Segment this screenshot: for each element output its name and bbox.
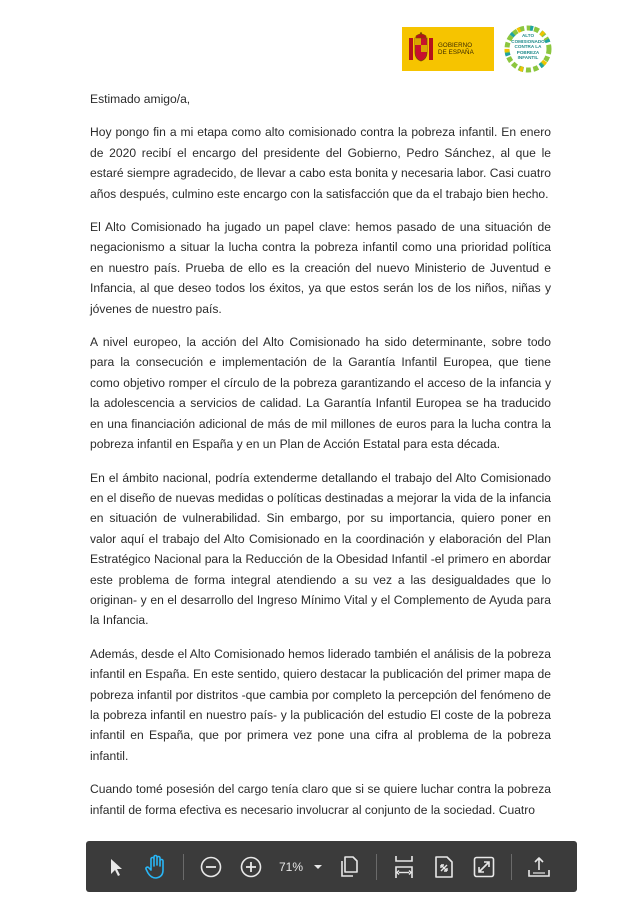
gobierno-logo-line1: GOBIERNO (438, 41, 473, 49)
pan-tool-button[interactable] (138, 849, 174, 885)
chevron-down-icon (313, 864, 323, 870)
fit-page-icon (434, 856, 454, 878)
fit-width-button[interactable] (386, 849, 422, 885)
select-pointer-icon (107, 857, 125, 877)
zoom-level-select[interactable] (273, 851, 327, 883)
toolbar-separator (376, 854, 377, 880)
letter-paragraph: Hoy pongo fin a mi etapa como alto comisionado contra la pobreza infantil. En enero de 2020 recibí el encargo del presidente del Gobierno, Pedro Sánchez, al que le estaré siempre agradecido, de llevar a cabo esta bonita y necesaria labor. Casi cuatro años después, culmino este encargo con la satisfacción que da el trabajo bien hecho. (90, 125, 551, 201)
fit-width-icon (393, 855, 415, 879)
fullscreen-button[interactable] (466, 849, 502, 885)
letter-paragraph: A nivel europeo, la acción del Alto Comisionado ha sido determinante, sobre todo para la consecución e implementación de la Garantía Infantil Europea, que tiene como objetivo romper el círculo de la pobreza garantizando el acceso de la infancia y la adolescencia a servicios de calidad. La Garantía Infantil Europea se ha traducido en una financiación adicional de más de mil millones de euros para la lucha contra la pobreza infantil en España y en un Plan de Acción Estatal para esta década. (90, 335, 551, 452)
alto-comisionado-logo-text: ALTO COMISIONADO CONTRA LA POBREZA INFANTIL (511, 33, 545, 61)
zoom-in-button[interactable] (233, 849, 269, 885)
letter-paragraph: Cuando tomé posesión del cargo tenía claro que si se quiere luchar contra la pobreza infantil de forma efectiva es necesario involucrar al conjunto de la sociedad. Cuatro (90, 782, 551, 817)
viewer-toolbar (86, 841, 577, 892)
letter-greeting: Estimado amigo/a, (90, 92, 191, 106)
zoom-dropdown-caret[interactable] (309, 864, 327, 870)
select-tool-button[interactable] (98, 849, 134, 885)
toolbar-separator (183, 854, 184, 880)
page-copy-icon (339, 856, 359, 878)
letter-paragraph: En el ámbito nacional, podría extenderme detallando el trabajo del Alto Comisionado en el diseño de nuevas medidas o políticas destinadas a mejorar la vida de la infancia en situación de vulnerabilidad. Sin embargo, por su importancia, quiero poner en valor aquí el trabajo del Alto Comisionado en la coordinación y elaboración del Plan Estratégico Nacional para la Reducción de la Obesidad Infantil -el primero en abordar este problema de forma integral atendiendo a su vez a las desigualdades que lo originan- y en el desarrollo del Ingreso Mínimo Vital y el Complemento de Ayuda para la Infancia. (90, 470, 551, 628)
hand-pan-icon (144, 854, 168, 880)
zoom-in-icon (240, 856, 262, 878)
letter-body (90, 89, 551, 820)
download-button[interactable] (521, 849, 557, 885)
letter-paragraph: Además, desde el Alto Comisionado hemos liderado también el análisis de la pobreza infantil en España. En este sentido, quiero destacar la publicación del primer mapa de pobreza infantil por distritos -que cambia por completo la percepción del fenómeno de la pobreza infantil en nuestro país- y la publicación del estudio El coste de la pobreza infantil en España, que por primera vez pone una cifra al problema de la pobreza infantil. (90, 646, 551, 763)
toolbar-separator (511, 854, 512, 880)
page-view-button[interactable] (331, 849, 367, 885)
letter-paragraph: El Alto Comisionado ha jugado un papel clave: hemos pasado de una situación de negacionismo a situar la lucha contra la pobreza infantil como una prioridad política en nuestro país. Prueba de ello es la creación del nuevo Ministerio de Juventud e Infancia, al que deseo todos los éxitos, ya que estos serán los de los niños, niñas y jóvenes de nuestro país. (90, 220, 551, 316)
zoom-level-value: 71% (278, 859, 304, 874)
zoom-out-button[interactable] (193, 849, 229, 885)
zoom-out-icon (200, 856, 222, 878)
fit-page-button[interactable] (426, 849, 462, 885)
gobierno-logo-line2: DE ESPAÑA (438, 49, 474, 56)
fullscreen-icon (473, 856, 495, 878)
download-icon (527, 856, 551, 878)
